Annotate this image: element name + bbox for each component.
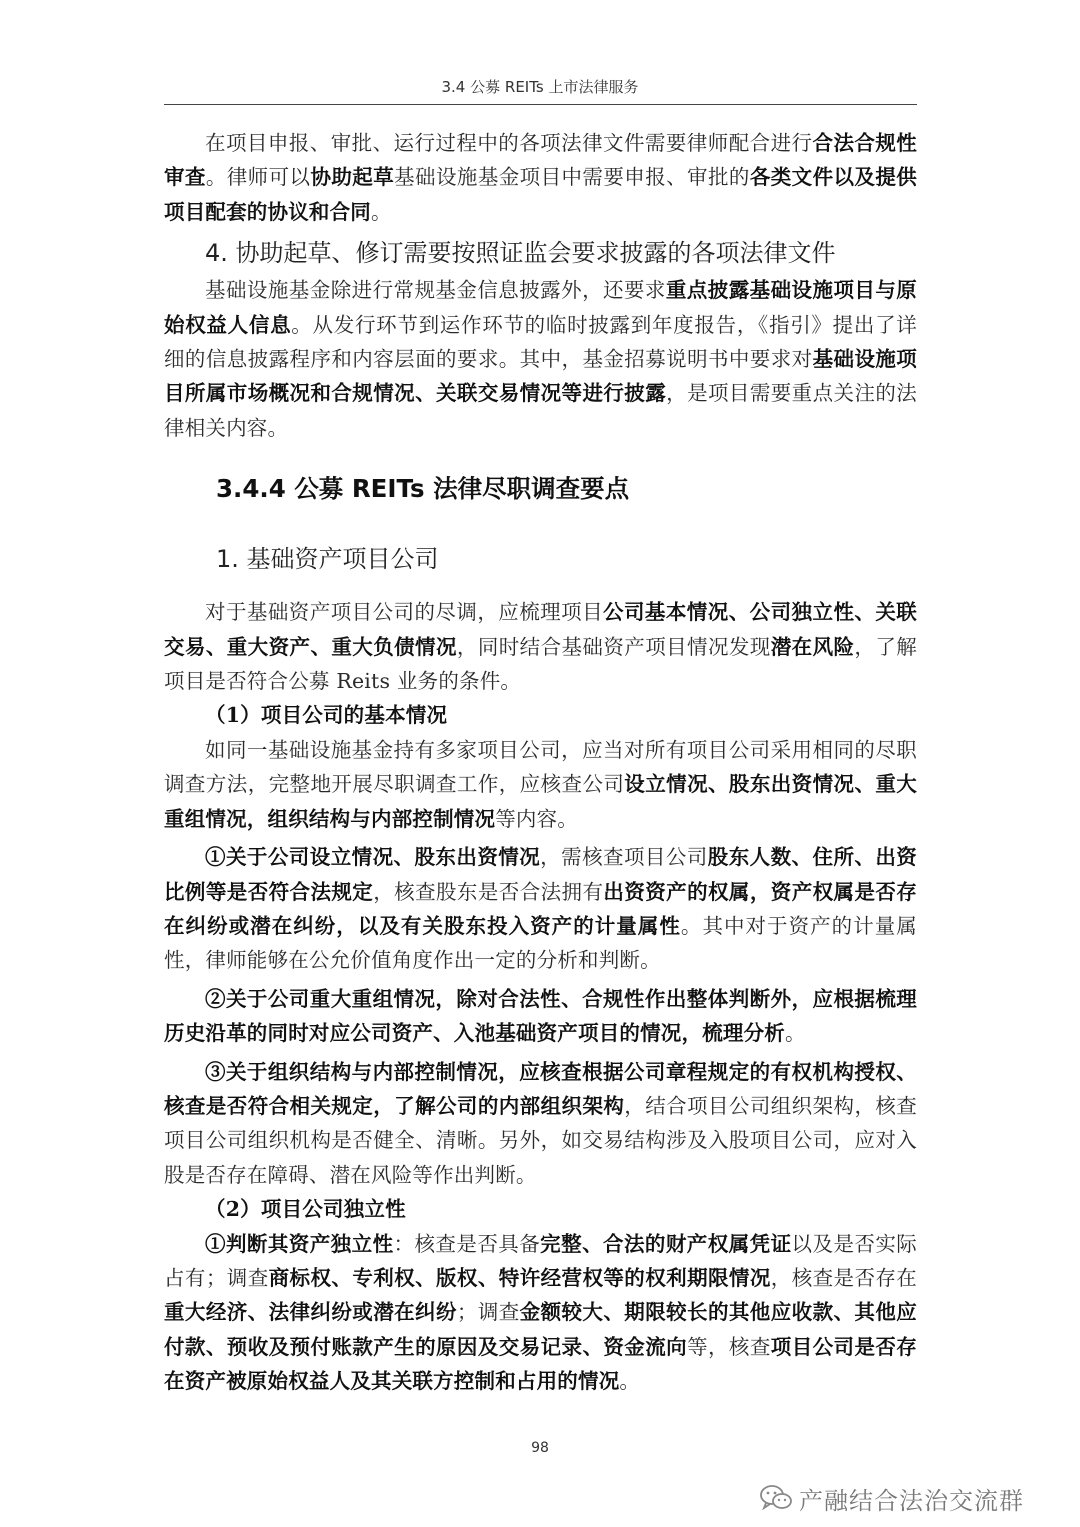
paragraph-due-diligence — [164, 595, 917, 698]
paragraph-basic-info — [164, 733, 917, 836]
text-run: 完整、合法的财产权属凭证 — [540, 1231, 792, 1256]
text-run: 商标权、专利权、版权、特许经营权等的权利期限情况 — [268, 1265, 771, 1290]
text-run: 协助起草 — [310, 165, 395, 190]
text-run: 出资资产的权属，资产权属是否存在纠纷或潜在纠纷，以及有关股东投入资产的计量属性 — [164, 879, 918, 938]
text-run: ；调查 — [456, 1300, 520, 1325]
text-run: 。 — [619, 1369, 641, 1394]
item-heading-basic-info: （1）项目公司的基本情况 — [205, 703, 448, 728]
text-run: 对于基础资产项目公司的尽调，应梳理项目 — [205, 600, 604, 625]
subsection-title: 1. 基础资产项目公司 — [216, 545, 439, 574]
text-run: ，同时结合基础资产项目情况发现 — [456, 634, 771, 659]
text-run: 如同一基础设施基金持有多家项目公司，应当对所有项目公司采用相同的尽职调查方法，完整地开展尽职调查工作，应核查公司 — [164, 737, 917, 797]
text-run: 股东人数、住所、出资比例等是否符合法规定 — [164, 845, 917, 904]
text-run: 等内容。 — [495, 806, 579, 831]
running-header: 3.4 公募 REITs 上市法律服务 — [441, 78, 639, 96]
text-run: 等，核查 — [687, 1334, 771, 1359]
text-run: 。 — [785, 1021, 806, 1046]
text-run: ，核查股东是否合法拥有 — [373, 879, 604, 904]
text-run: ①关于公司设立情况、股东出资情况 — [205, 845, 541, 870]
text-run: 。 — [371, 199, 392, 224]
text-run: ②关于公司重大重组情况，除对合法性、合规性作出整体判断外，应根据梳理历史沿革的同时对应公司资产、入池基础资产项目的情况，梳理分析 — [164, 986, 917, 1046]
text-run: ，核查是否存在 — [770, 1265, 917, 1290]
text-run: 项目公司是否存在资产被原始权益人及其关联方控制和占用的情况 — [164, 1334, 917, 1394]
text-run: ③关于组织结构与内部控制情况，应核查根据公司章程规定的有权机构授权、核查是否符合相关规定，了解公司的内部组织架构 — [164, 1059, 917, 1118]
text-run: 。其中对于资产的计量属性，律师能够在公允价值角度作出一定的分析和判断。 — [164, 913, 917, 973]
text-run: ，需核查项目公司 — [540, 845, 708, 870]
text-run: 。从发行环节到运作环节的临时披露到年度报告，《指引》提出了详细的信息披露程序和内容层面的要求。其中，基金招募说明书中要求对 — [164, 312, 917, 372]
paragraph-restructuring — [164, 982, 917, 1051]
paragraph-org-structure — [164, 1055, 917, 1193]
text-run: ，结合项目公司组织架构，核查项目公司组织机构是否健全、清晰。另外，如交易结构涉及入股项目公司，应对入股是否存在障碍、潜在风险等作出判断。 — [164, 1093, 917, 1187]
item-heading-independence: （2）项目公司独立性 — [205, 1197, 406, 1222]
text-run: ①判断其资产独立性 — [205, 1231, 394, 1256]
text-run: 公司基本情况、公司独立性、关联交易、重大资产、重大负债情况 — [164, 600, 917, 659]
text-run: ，是项目需要重点关注的法律相关内容。 — [164, 381, 917, 440]
paragraph-legal-review — [164, 126, 917, 229]
text-run: 基础设施基金项目中需要申报、审批的 — [394, 165, 750, 190]
watermark-text: 产融结合法治交流群 — [799, 1486, 1024, 1515]
paragraph-establishment — [164, 840, 917, 978]
text-run: 金额较大、期限较长的其他应收款、其他应付款、预收及预付账款产生的原因及交易记录、资金流向 — [164, 1300, 917, 1359]
text-run: 基础设施项目所属市场概况和合规情况、关联交易情况等进行披露 — [164, 347, 918, 406]
text-run: 以及是否实际占有；调查 — [164, 1231, 917, 1290]
text-run: ：核查是否具备 — [393, 1231, 541, 1256]
section-title: 3.4.4 公募 REITs 法律尽职调查要点 — [216, 474, 630, 504]
paragraph-disclosure — [164, 273, 917, 445]
text-run: ，了解项目是否符合公募 Reits 业务的条件。 — [164, 634, 917, 694]
heading-draft-disclosure-docs: 4. 协助起草、修订需要按照证监会要求披露的各项法律文件 — [205, 239, 836, 268]
paragraph-asset-independence — [164, 1227, 917, 1399]
page-number: 98 — [531, 1440, 549, 1456]
text-run: 基础设施基金除进行常规基金信息披露外，还要求 — [205, 278, 666, 303]
text-run: 。律师可以 — [205, 165, 311, 190]
text-run: 各类文件以及提供项目配套的协议和合同 — [164, 165, 917, 224]
text-run: 在项目申报、审批、运行过程中的各项法律文件需要律师配合进行 — [205, 131, 813, 155]
watermark — [759, 1478, 1059, 1518]
header-divider — [164, 104, 917, 105]
text-run: 重点披露基础设施项目与原始权益人信息 — [164, 278, 917, 337]
text-run: 潜在风险 — [770, 634, 855, 659]
text-run: 设立情况、股东出资情况、重大重组情况，组织结构与内部控制情况 — [164, 772, 917, 831]
text-run: 重大经济、法律纠纷或潜在纠纷 — [164, 1300, 457, 1325]
page-body — [164, 126, 917, 1399]
wechat-icon — [759, 1483, 793, 1513]
text-run: 合法合规性审查 — [164, 131, 917, 190]
